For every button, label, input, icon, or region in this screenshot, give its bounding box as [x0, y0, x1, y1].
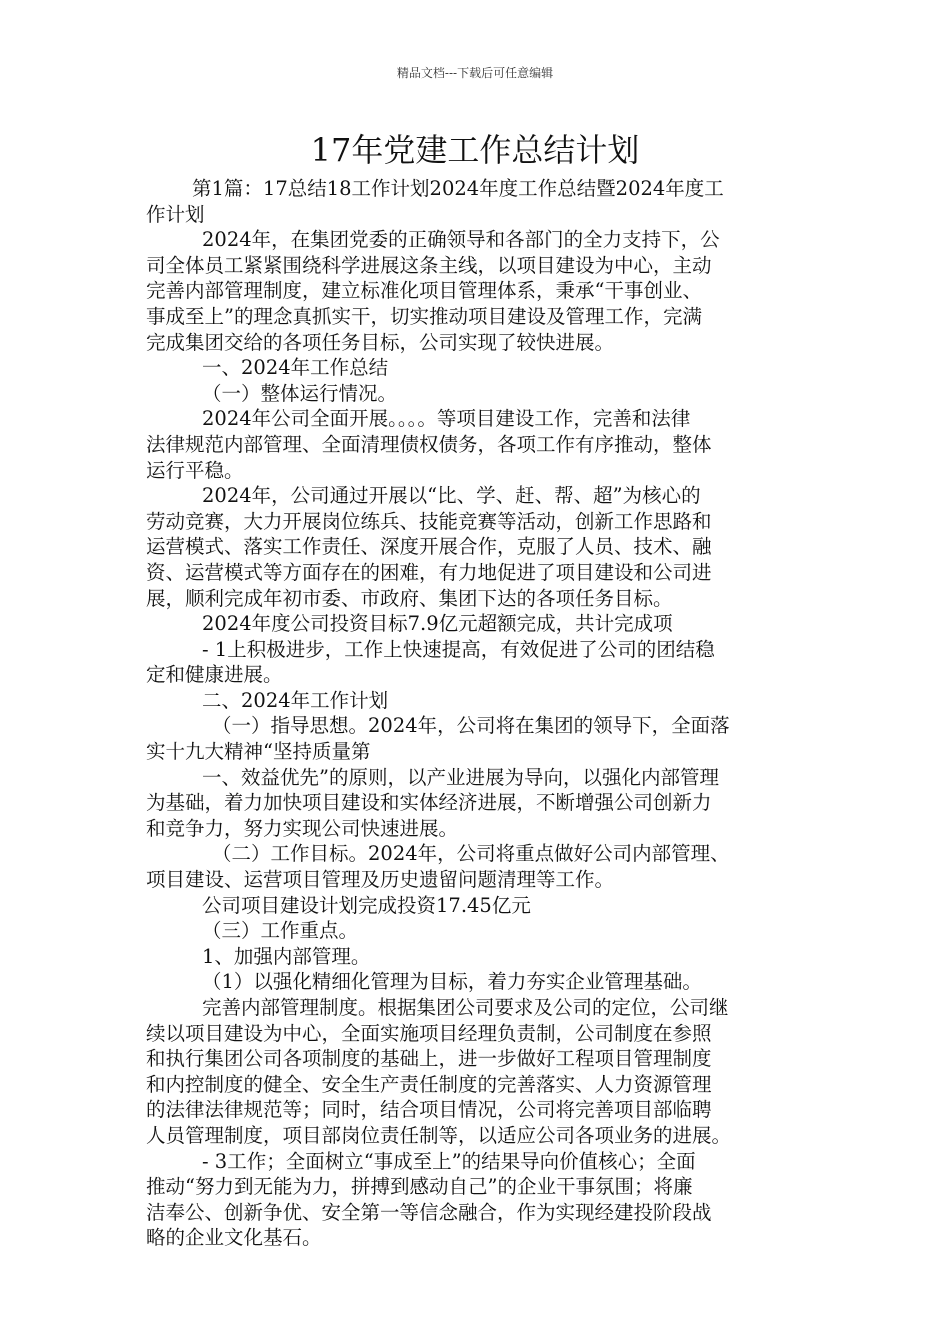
body-line: 略的企业文化基石。: [146, 1226, 322, 1250]
body-line: 2024年，公司通过开展以“比、学、赶、帮、超”为核心的: [202, 484, 701, 508]
body-line: 完善内部管理制度，建立标准化项目管理体系，秉承“干事创业、: [146, 279, 702, 303]
page-header: 精品文档---下载后可任意编辑: [396, 66, 554, 80]
body-line: 一、效益优先”的原则，以产业进展为导向，以强化内部管理: [202, 765, 719, 789]
body-line: （1）以强化精细化管理为目标，着力夯实企业管理基础。: [202, 970, 702, 994]
body-line: 司全体员工紧紧围绕科学进展这条主线，以项目建设为中心，主动: [146, 253, 712, 277]
body-line: 展，顺利完成年初市委、市政府、集团下达的各项任务目标。: [146, 586, 673, 610]
body-line: 作计划: [146, 202, 205, 226]
body-line: （三）工作重点。: [202, 919, 359, 943]
body-line: 2024年公司全面开展。。。。等项目建设工作，完善和法律: [202, 407, 691, 431]
document-body: [146, 176, 808, 1251]
body-line: 项目建设、运营项目管理及历史遗留问题清理等工作。: [146, 868, 615, 892]
body-line: 2024年，在集团党委的正确领导和各部门的全力支持下，公: [202, 228, 720, 252]
body-line: 的法律法律规范等；同时，结合项目情况，公司将完善项目部临聘: [146, 1098, 712, 1122]
body-line: 运营模式、落实工作责任、深度开展合作，克服了人员、技术、融: [146, 535, 712, 559]
body-line: 劳动竞赛，大力开展岗位练兵、技能竞赛等活动，创新工作思路和: [146, 509, 712, 533]
body-line: 完成集团交给的各项任务目标，公司实现了较快进展。: [146, 330, 615, 354]
body-line: 续以项目建设为中心，全面实施项目经理负责制，公司制度在参照: [146, 1021, 712, 1045]
body-line: 和竞争力，努力实现公司快速进展。: [146, 816, 459, 840]
body-line: 洁奉公、创新争优、安全第一等信念融合，作为实现经建投阶段战: [146, 1200, 712, 1224]
document-title: 17年党建工作总结计划: [310, 131, 640, 169]
body-line: 和内控制度的健全、安全生产责任制度的完善落实、人力资源管理: [146, 1072, 712, 1096]
body-line: （二）工作目标。2024年，公司将重点做好公司内部管理、: [212, 842, 730, 866]
body-line: （一）整体运行情况。: [202, 381, 398, 405]
body-line: 运行平稳。: [146, 458, 244, 482]
body-line: 资、运营模式等方面存在的困难，有力地促进了项目建设和公司进: [146, 560, 712, 584]
body-line: 为基础，着力加快项目建设和实体经济进展，不断增强公司创新力: [146, 791, 712, 815]
body-line: - 3工作；全面树立“事成至上”的结果导向价值核心；全面: [202, 1149, 696, 1173]
body-line: 人员管理制度，项目部岗位责任制等，以适应公司各项业务的进展。: [146, 1123, 732, 1147]
body-line: （一）指导思想。2024年，公司将在集团的领导下，全面落: [212, 714, 730, 738]
body-line: 事成至上”的理念真抓实干，切实推动项目建设及管理工作，完满: [146, 304, 702, 328]
body-line: 和执行集团公司各项制度的基础上，进一步做好工程项目管理制度: [146, 1047, 712, 1071]
body-line: 公司项目建设计划完成投资17.45亿元: [202, 893, 531, 917]
body-line: 推动“努力到无能为力，拼搏到感动自己”的企业干事氛围；将廉: [146, 1175, 693, 1199]
body-line: 实十九大精神“坚持质量第: [146, 740, 371, 764]
body-line: 一、2024年工作总结: [202, 356, 389, 380]
body-line: - 1上积极进步，工作上快速提高，有效促进了公司的团结稳: [202, 637, 715, 661]
body-line: 法律规范内部管理、全面清理债权债务，各项工作有序推动，整体: [146, 432, 712, 456]
body-line: 定和健康进展。: [146, 663, 283, 687]
body-line: 2024年度公司投资目标7.9亿元超额完成，共计完成项: [202, 612, 673, 636]
body-line: 第1篇：17总结18工作计划2024年度工作总结暨2024年度工: [192, 177, 724, 200]
body-line: 二、2024年工作计划: [202, 688, 389, 712]
body-line: 1、加强内部管理。: [202, 944, 371, 968]
body-line: 完善内部管理制度。根据集团公司要求及公司的定位，公司继: [202, 996, 729, 1019]
